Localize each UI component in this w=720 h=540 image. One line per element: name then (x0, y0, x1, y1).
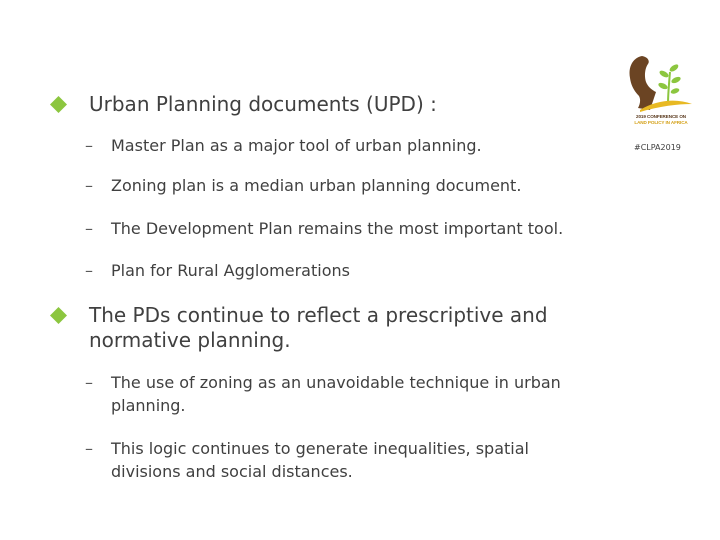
sub-item (85, 134, 611, 157)
sub-item (85, 437, 591, 483)
diamond-icon (50, 305, 67, 330)
sub-item (85, 371, 611, 417)
conference-logo (626, 54, 702, 154)
logo-line-2: LAND POLICY IN AFRICA (634, 120, 688, 125)
bullet-text: The PDs continue to reflect a prescriptive and normative planning. (89, 303, 548, 352)
sub-text: Zoning plan is a median urban planning document. (111, 176, 522, 195)
diamond-icon (50, 94, 67, 119)
sub-item (85, 217, 621, 240)
sub-text: Master Plan as a major tool of urban planning. (111, 136, 482, 155)
bullet-item (89, 92, 589, 117)
dash-marker: – (85, 439, 93, 458)
bullet-text: Urban Planning documents (UPD) : (89, 92, 437, 116)
sub-text: This logic continues to generate inequalities, spatial divisions and social distances. (111, 439, 529, 481)
sub-text: The Development Plan remains the most important tool. (111, 219, 564, 238)
dash-marker: – (85, 261, 93, 280)
dash-marker: – (85, 373, 93, 392)
hashtag: #CLPA2019 (634, 143, 681, 152)
logo-line-1: 2019 CONFERENCE ON (635, 114, 687, 119)
dash-marker: – (85, 136, 93, 155)
bullet-item (89, 303, 599, 353)
sub-text: Plan for Rural Agglomerations (111, 261, 350, 280)
dash-marker: – (85, 176, 93, 195)
dash-marker: – (85, 219, 93, 238)
logo-emblem-icon (626, 54, 702, 114)
sub-item (85, 174, 611, 197)
sub-item (85, 259, 611, 282)
sub-text: The use of zoning as an unavoidable technique in urban planning. (111, 373, 561, 415)
